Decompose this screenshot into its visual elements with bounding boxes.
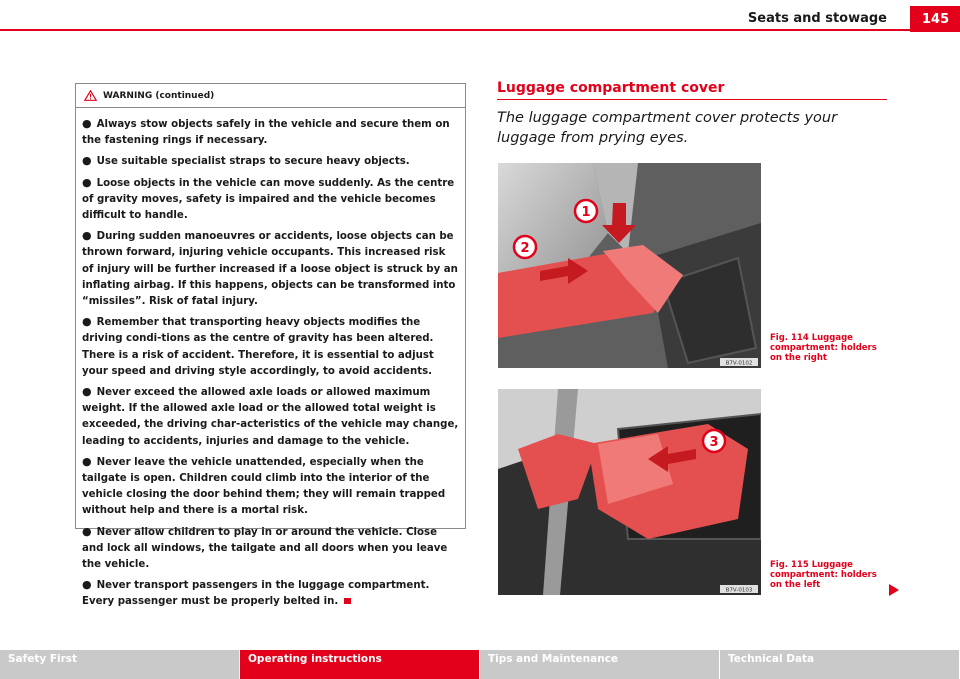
warning-item: ● Never transport passengers in the luggage compartment. Every passenger must be properly belted in. <box>82 578 430 608</box>
warning-list <box>76 108 465 611</box>
warning-item: ● Use suitable specialist straps to secure heavy objects. <box>82 154 410 168</box>
footer-tab-tips-and-maintenance[interactable]: Tips and Maintenance <box>480 650 720 679</box>
warning-item: ● Never allow children to play in or around the vehicle. Close and lock all windows, the tailgate and all doors when you leave the vehicle. <box>82 524 448 571</box>
bullet-icon: ● <box>82 175 92 189</box>
footer-navigation <box>0 650 960 679</box>
warning-title: WARNING (continued) <box>103 90 215 101</box>
figure-115-caption: Fig. 115 Luggage compartment: holders on the left <box>770 560 877 590</box>
bullet-icon: ● <box>82 578 92 592</box>
callout-1: 1 <box>581 205 591 220</box>
header-divider <box>0 29 960 31</box>
bullet-icon: ● <box>82 117 92 130</box>
next-page-arrow-icon[interactable] <box>889 584 899 596</box>
figure-code: B7V-0102 <box>725 360 753 367</box>
warning-item: ● Never leave the vehicle unattended, especially when the tailgate is open. Children could climb into the interior of the vehicle closing the door behind them; they will remain trapped without help and there is a mortal risk. <box>82 454 446 517</box>
footer-tab-safety-first[interactable]: Safety First <box>0 650 240 679</box>
footer-tab-technical-data[interactable]: Technical Data <box>720 650 960 679</box>
warning-triangle-icon <box>84 90 97 101</box>
callout-2: 2 <box>520 241 530 256</box>
page-header-title: Seats and stowage <box>747 11 887 26</box>
bullet-icon: ● <box>82 385 92 399</box>
figure-code: B7V-0103 <box>725 587 753 594</box>
warning-item: ● Remember that transporting heavy objects modifies the driving condi-tions as the centre of gravity has been altered. There is a risk of accident. Therefore, it is essential to adjust your speed and driving style accordingly, to avoid accidents. <box>82 315 434 377</box>
bullet-icon: ● <box>82 229 92 243</box>
end-of-section-icon <box>344 598 351 604</box>
page-number: 145 <box>910 6 960 32</box>
warning-item: ● Loose objects in the vehicle can move suddenly. As the centre of gravity moves, safety is impaired and the vehicle becomes difficult to handle. <box>82 175 455 222</box>
bullet-icon: ● <box>82 315 92 329</box>
bullet-icon: ● <box>82 524 92 538</box>
warning-item: ● Always stow objects safely in the vehicle and secure them on the fastening rings if necessary. <box>82 117 450 147</box>
warning-header <box>76 84 465 108</box>
warning-box <box>75 83 466 608</box>
section-heading: Luggage compartment cover <box>497 80 887 100</box>
figure-114-image <box>498 163 761 368</box>
warning-item: ● During sudden manoeuvres or accidents, loose objects can be thrown forward, injuring vehicle occupants. This increased risk of injury will be further increased if a loose object is struck by an inflating airbag. If this happens, objects can be transformed into “missiles”. Risk of fatal injury. <box>82 229 458 308</box>
figure-115-image <box>498 389 761 595</box>
bullet-icon: ● <box>82 454 92 468</box>
footer-tab-operating-instructions[interactable]: Operating instructions <box>240 650 480 679</box>
figure-114-caption: Fig. 114 Luggage compartment: holders on the right <box>770 333 877 363</box>
warning-item: ● Never exceed the allowed axle loads or allowed maximum weight. If the allowed axle load or the allowed total weight is exceeded, the driving char-acteristics of the vehicle may change, leading to accidents, injuries and damage to the vehicle. <box>82 385 459 447</box>
bullet-icon: ● <box>82 154 92 168</box>
callout-3: 3 <box>709 435 719 450</box>
section-intro: The luggage compartment cover protects your luggage from prying eyes. <box>497 110 838 146</box>
